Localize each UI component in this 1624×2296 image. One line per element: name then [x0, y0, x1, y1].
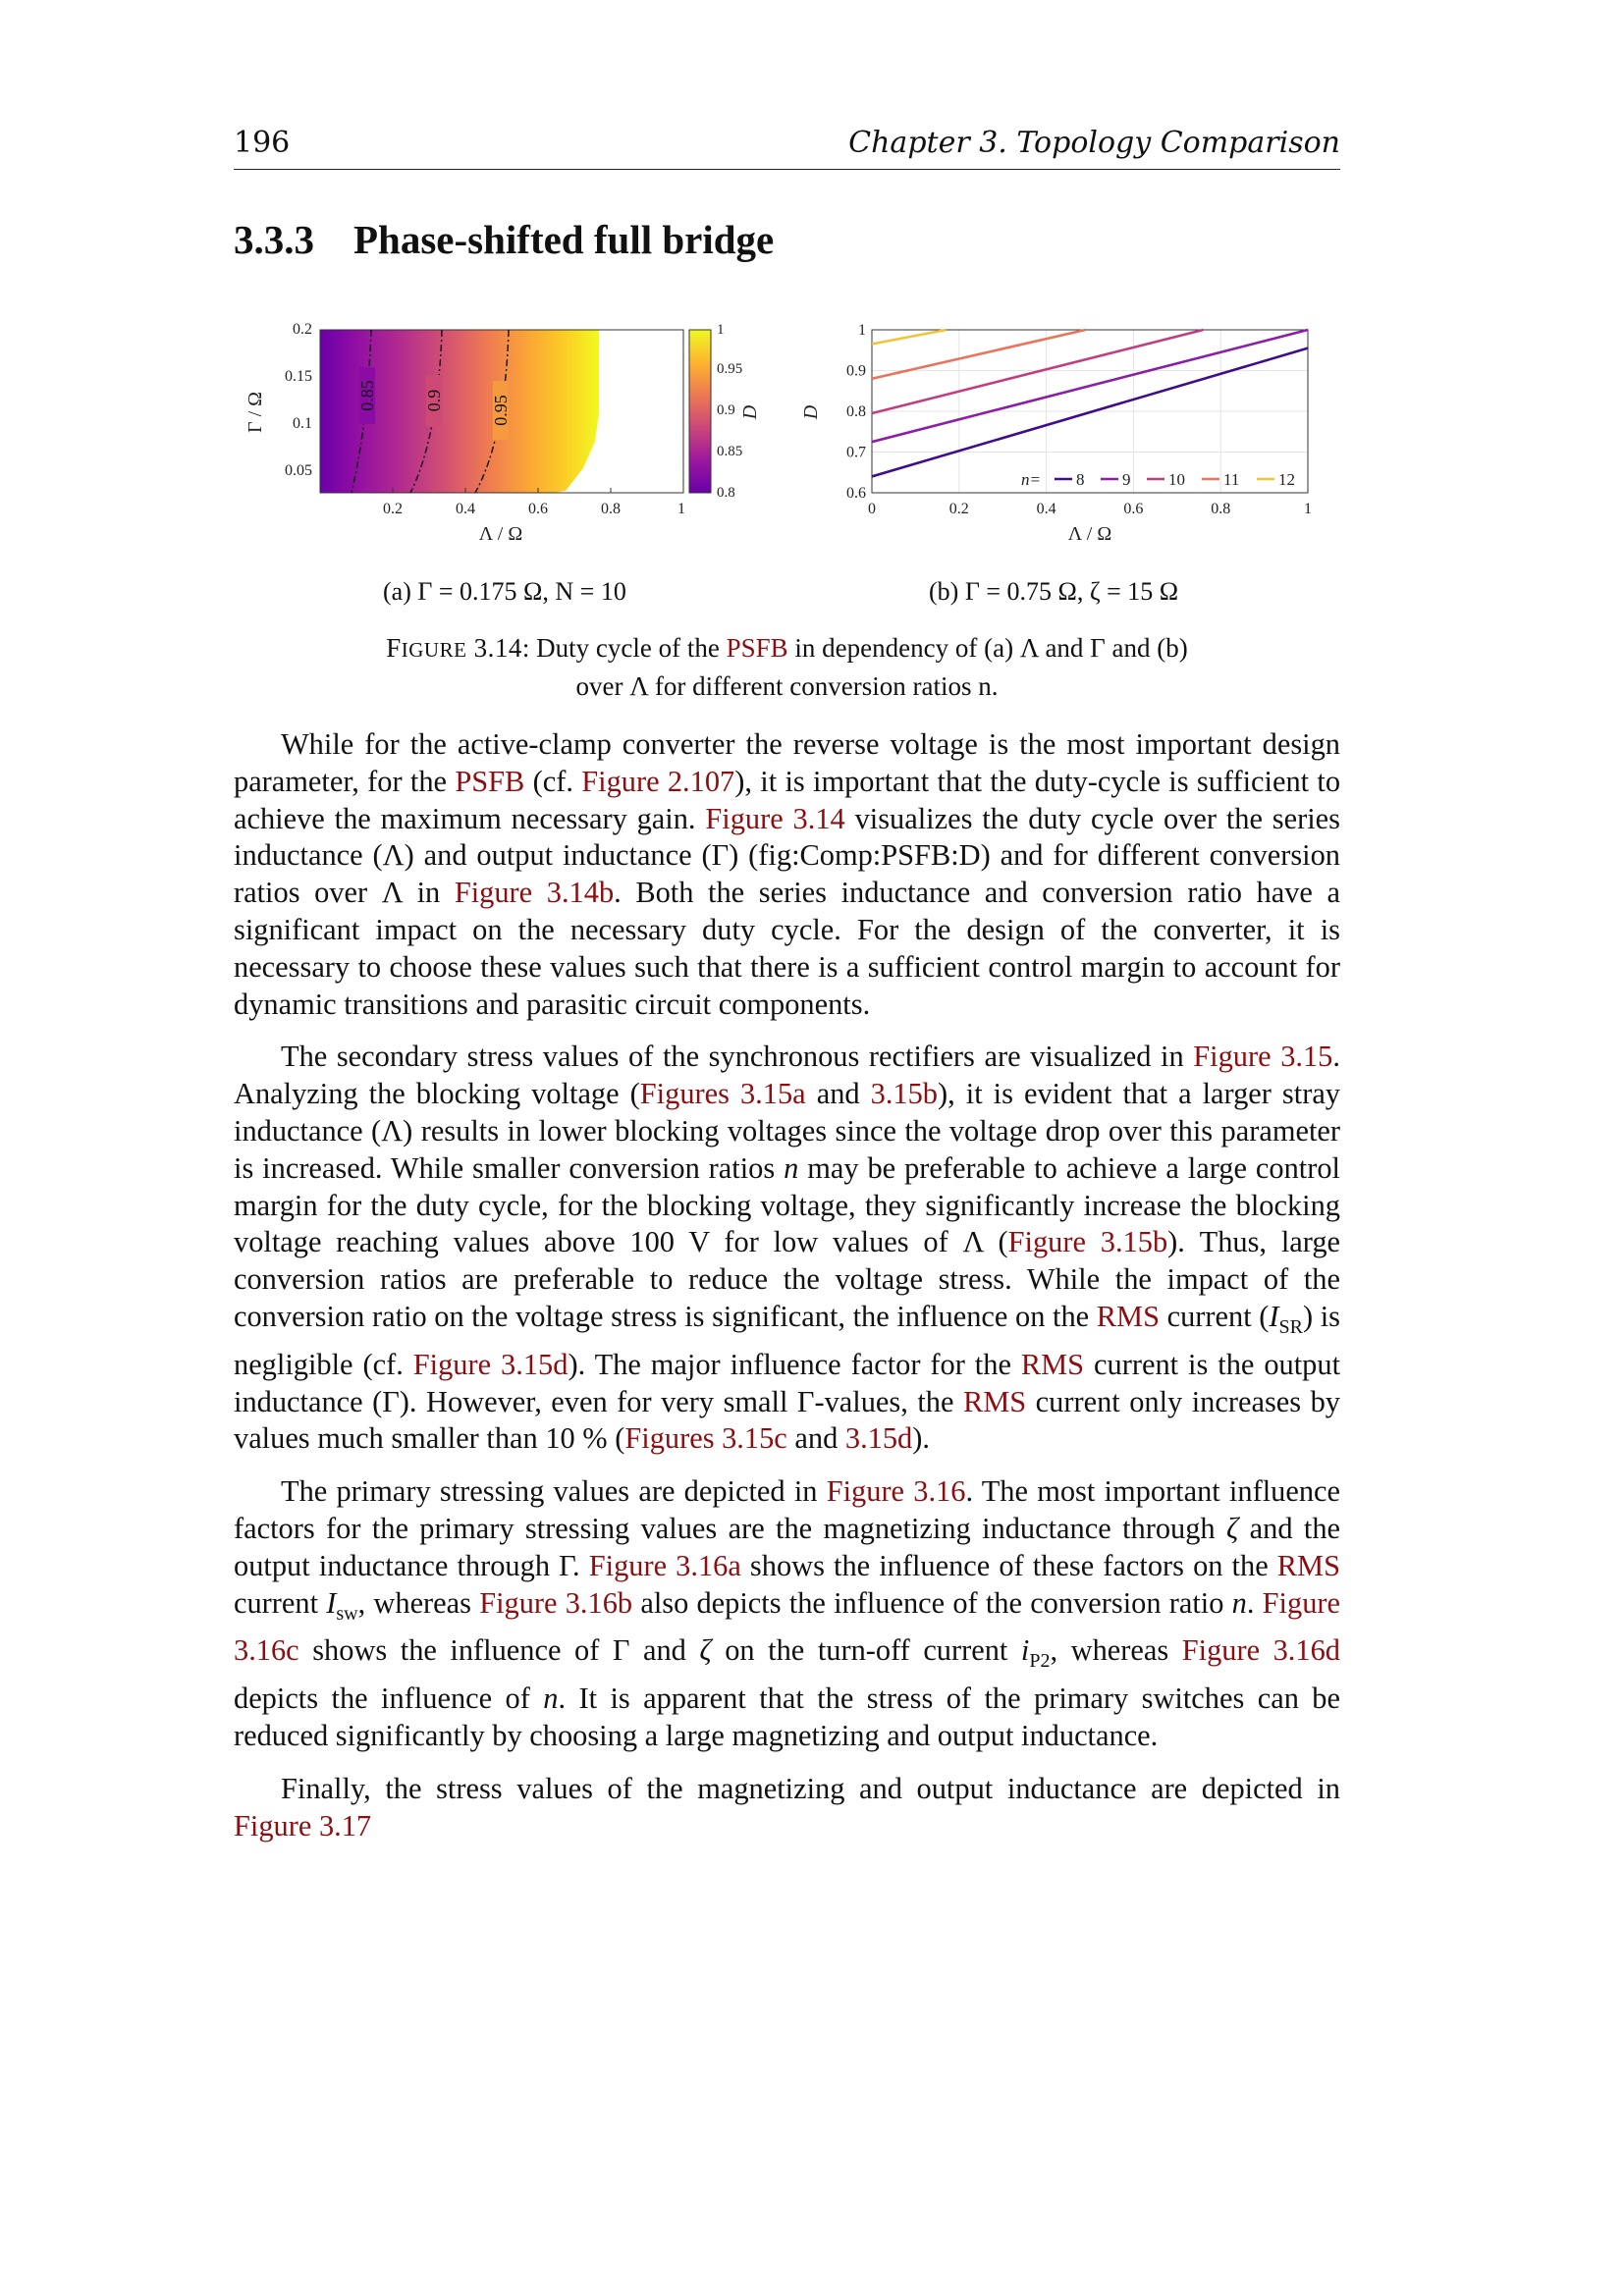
- cross-reference-link[interactable]: Figure 3.16: [826, 1474, 966, 1509]
- subcaption-b: (b) Γ = 0.75 Ω, ζ = 15 Ω: [929, 577, 1179, 606]
- page-number: 196: [234, 126, 291, 160]
- text-run: current only increases by values much smaller than 10 % (: [234, 1384, 1340, 1456]
- cross-reference-link[interactable]: Figure 3.15: [1193, 1040, 1333, 1074]
- cross-reference-link[interactable]: RMS: [962, 1384, 1027, 1418]
- body-paragraph: [234, 1039, 1340, 1458]
- figure-caption: [234, 630, 1340, 705]
- cross-reference-link[interactable]: Figure 3.15b: [1007, 1225, 1168, 1259]
- text-run: shows the influence of these factors on the: [740, 1548, 1277, 1582]
- body-paragraph: [234, 726, 1340, 1023]
- legend-label: 8: [1076, 470, 1085, 489]
- section-title: Phase-shifted full bridge: [353, 217, 775, 262]
- y-tick-label: 0.2: [293, 321, 312, 338]
- series-line-n10: [872, 330, 1203, 413]
- y-axis-label: D: [800, 404, 822, 420]
- colorbar-tick-label: 0.95: [717, 361, 743, 377]
- math-variable: I: [326, 1585, 337, 1620]
- y-tick-label: 0.1: [293, 415, 312, 432]
- series-line-n12: [872, 330, 946, 345]
- text-run: . It is apparent that the stress of the primary switches can be reduced significantly by choosing a large magnetizing and output inductance.: [234, 1682, 1340, 1753]
- x-tick-label: 0.4: [456, 501, 475, 517]
- text-run: . Both the series inductance and conversion ratio have a significant impact on the necessary duty cycle. For the design of the converter, it is necessary to choose these values such that there is a sufficient control margin to account for dynamic transitions and parasitic circuit components.: [234, 876, 1340, 1021]
- text-run: may be preferable to achieve a large control margin for the duty cycle, for the blocking voltage, they significantly increase the blocking voltage reaching values above 100 V for low values of Λ (: [234, 1150, 1340, 1259]
- math-variable: ζ: [1225, 1512, 1239, 1546]
- cross-reference-link[interactable]: Figures 3.15c: [624, 1421, 787, 1456]
- math-variable: n: [543, 1682, 559, 1716]
- text-run: current (: [1159, 1299, 1270, 1333]
- x-axis-label: Λ / Ω: [478, 523, 523, 545]
- cross-reference-link[interactable]: Figure 3.16c: [234, 1585, 1341, 1668]
- x-tick-label: 0.6: [528, 501, 548, 517]
- chart-b-x-axis: [868, 501, 1312, 517]
- x-tick-label: 1: [1304, 501, 1312, 517]
- x-tick-label: 0.2: [948, 501, 969, 517]
- text-run: , whereas: [1050, 1633, 1182, 1668]
- colorbar-gradient: [689, 330, 711, 493]
- chart-b-legend: [1021, 470, 1295, 489]
- math-variable: n: [1231, 1585, 1247, 1620]
- x-tick-label: 0.2: [383, 501, 403, 517]
- caption-text: : Duty cycle of the: [521, 633, 727, 663]
- math-variable: i: [1020, 1633, 1030, 1668]
- section-heading: [234, 216, 774, 263]
- y-tick-label: 0.6: [846, 485, 866, 502]
- psfb-link[interactable]: PSFB: [726, 633, 788, 663]
- x-tick-label: 0.4: [1036, 501, 1056, 517]
- caption-text: in dependency of (a) Λ and Γ and (b): [787, 633, 1188, 663]
- cross-reference-link[interactable]: Figure 3.16d: [1181, 1633, 1340, 1668]
- cross-reference-link[interactable]: 3.15d: [844, 1421, 913, 1456]
- cross-reference-link[interactable]: PSFB: [455, 764, 525, 798]
- text-run: visualizes the duty cycle over the series inductance (Λ) and output inductance (Γ) (fig:Comp:PSFB:D) and for different conversion ratios over Λ in: [234, 801, 1340, 910]
- series-line-n9: [872, 330, 1308, 442]
- legend-title: n=: [1021, 470, 1041, 489]
- heatmap-plot-area: [320, 330, 683, 493]
- text-run: also depicts the influence of the conversion ratio: [632, 1585, 1232, 1620]
- text-run: and: [805, 1077, 871, 1111]
- text-run: current is the output inductance (Γ). However, even for very small Γ-values, the: [234, 1347, 1341, 1418]
- text-run: The primary stressing values are depicted in: [281, 1474, 827, 1509]
- figure-a-heatmap: [234, 316, 764, 552]
- subscript: P2: [1029, 1650, 1051, 1673]
- text-run: on the turn-off current: [711, 1633, 1021, 1668]
- cross-reference-link[interactable]: Figure 3.17: [234, 1808, 372, 1842]
- text-run: .: [1246, 1585, 1263, 1620]
- legend-label: 11: [1223, 470, 1240, 489]
- page-header: [234, 126, 1340, 170]
- body-paragraph: [234, 1473, 1340, 1755]
- y-tick-label: 0.15: [285, 368, 312, 385]
- figure-b-line-chart: [797, 316, 1327, 552]
- legend-label: 9: [1122, 470, 1131, 489]
- y-tick-label: 1: [858, 322, 866, 339]
- colorbar: [689, 322, 761, 501]
- y-tick-label: 0.8: [846, 403, 866, 420]
- cross-reference-link[interactable]: RMS: [1096, 1299, 1160, 1333]
- text-run: While for the active-clamp converter the reverse voltage is the most important design parameter, for the: [234, 727, 1340, 798]
- figure-caption-line2: over Λ for different conversion ratios n.: [575, 671, 999, 701]
- cross-reference-link[interactable]: Figure 3.16b: [479, 1585, 633, 1620]
- math-variable: I: [1269, 1299, 1279, 1333]
- cross-reference-link[interactable]: RMS: [1276, 1548, 1340, 1582]
- x-axis-label: Λ / Ω: [1067, 523, 1112, 545]
- legend-label: 10: [1168, 470, 1185, 489]
- text-run: ). Thus, large conversion ratios are preferable to reduce the voltage stress. While the impact of the conversion ratio on the voltage stress is significant, the influence on the: [234, 1225, 1341, 1333]
- x-tick-label: 0.6: [1123, 501, 1144, 517]
- colorbar-tick-label: 0.9: [717, 402, 735, 418]
- text-run: ). The major influence factor for the: [568, 1347, 1021, 1381]
- cross-reference-link[interactable]: Figures 3.15a: [639, 1077, 806, 1111]
- chart-b-series: [872, 330, 1308, 476]
- legend-label: 12: [1278, 470, 1295, 489]
- x-tick-label: 0: [868, 501, 876, 517]
- colorbar-tick-label: 0.85: [717, 444, 743, 459]
- text-run: ).: [912, 1421, 930, 1456]
- text-run: Finally, the stress values of the magnetizing and output inductance are depicted in: [281, 1771, 1340, 1805]
- chart-b-y-axis: [846, 322, 866, 502]
- contour-label-09: 0.9: [424, 389, 444, 412]
- cross-reference-link[interactable]: Figure 3.14: [705, 801, 845, 835]
- y-tick-label: 0.7: [846, 444, 866, 461]
- series-line-n8: [872, 348, 1308, 477]
- body-text: [234, 726, 1340, 1861]
- figure-caption-line1: [234, 630, 1340, 668]
- contour-label-085: 0.85: [357, 380, 377, 411]
- text-run: depicts the influence of: [234, 1682, 544, 1716]
- colorbar-tick-label: 1: [717, 322, 725, 338]
- text-run: (cf.: [524, 764, 582, 798]
- subscript: sw: [336, 1602, 358, 1625]
- text-run: current: [234, 1585, 327, 1620]
- cross-reference-link[interactable]: Figure 2.107: [581, 764, 735, 798]
- math-variable: ζ: [699, 1633, 712, 1668]
- text-run: ), it is evident that a larger stray inductance (Λ) results in lower blocking voltages since the voltage drop over this parameter is increased. While smaller conversion ratios: [234, 1077, 1341, 1185]
- heatmap-y-axis: [285, 321, 312, 479]
- text-run: . The most important influence factors for the primary stressing values are the magnetizing inductance through: [234, 1474, 1340, 1546]
- contour-label-095: 0.95: [491, 395, 511, 426]
- math-variable: n: [784, 1150, 799, 1185]
- subscript: SR: [1278, 1316, 1303, 1339]
- body-paragraph: [234, 1771, 1340, 1845]
- cross-reference-link[interactable]: RMS: [1020, 1347, 1085, 1381]
- y-tick-label: 0.05: [285, 462, 312, 479]
- cross-reference-link[interactable]: Figure 3.16a: [588, 1548, 741, 1582]
- x-tick-label: 0.8: [601, 501, 621, 517]
- cross-reference-link[interactable]: Figure 3.14b: [454, 876, 615, 910]
- y-tick-label: 0.9: [846, 362, 866, 380]
- text-run: shows the influence of Γ and: [298, 1633, 700, 1668]
- x-tick-label: 0.8: [1211, 501, 1231, 517]
- text-run: The secondary stress values of the synchronous rectifiers are visualized in: [281, 1040, 1194, 1074]
- chapter-title: Chapter 3. Topology Comparison: [848, 126, 1340, 160]
- text-run: and the output inductance through Γ.: [234, 1512, 1340, 1582]
- text-run: ) is negligible (cf.: [234, 1299, 1340, 1381]
- text-run: . Analyzing the blocking voltage (: [234, 1040, 1340, 1111]
- y-axis-label: Γ / Ω: [244, 392, 266, 433]
- text-run: ), it is important that the duty-cycle is sufficient to achieve the maximum necessary gain.: [234, 764, 1341, 835]
- text-run: and: [786, 1421, 845, 1456]
- section-number: 3.3.3: [234, 217, 314, 262]
- x-tick-label: 1: [677, 501, 685, 517]
- text-run: , whereas: [357, 1585, 480, 1620]
- cross-reference-link[interactable]: Figure 3.15d: [412, 1347, 568, 1381]
- subcaption-a: (a) Γ = 0.175 Ω, N = 10: [383, 577, 626, 606]
- figure-caption-label: FIGURE 3.14: [386, 633, 522, 663]
- colorbar-label: D: [739, 404, 761, 420]
- cross-reference-link[interactable]: 3.15b: [870, 1077, 939, 1111]
- colorbar-tick-label: 0.8: [717, 485, 735, 501]
